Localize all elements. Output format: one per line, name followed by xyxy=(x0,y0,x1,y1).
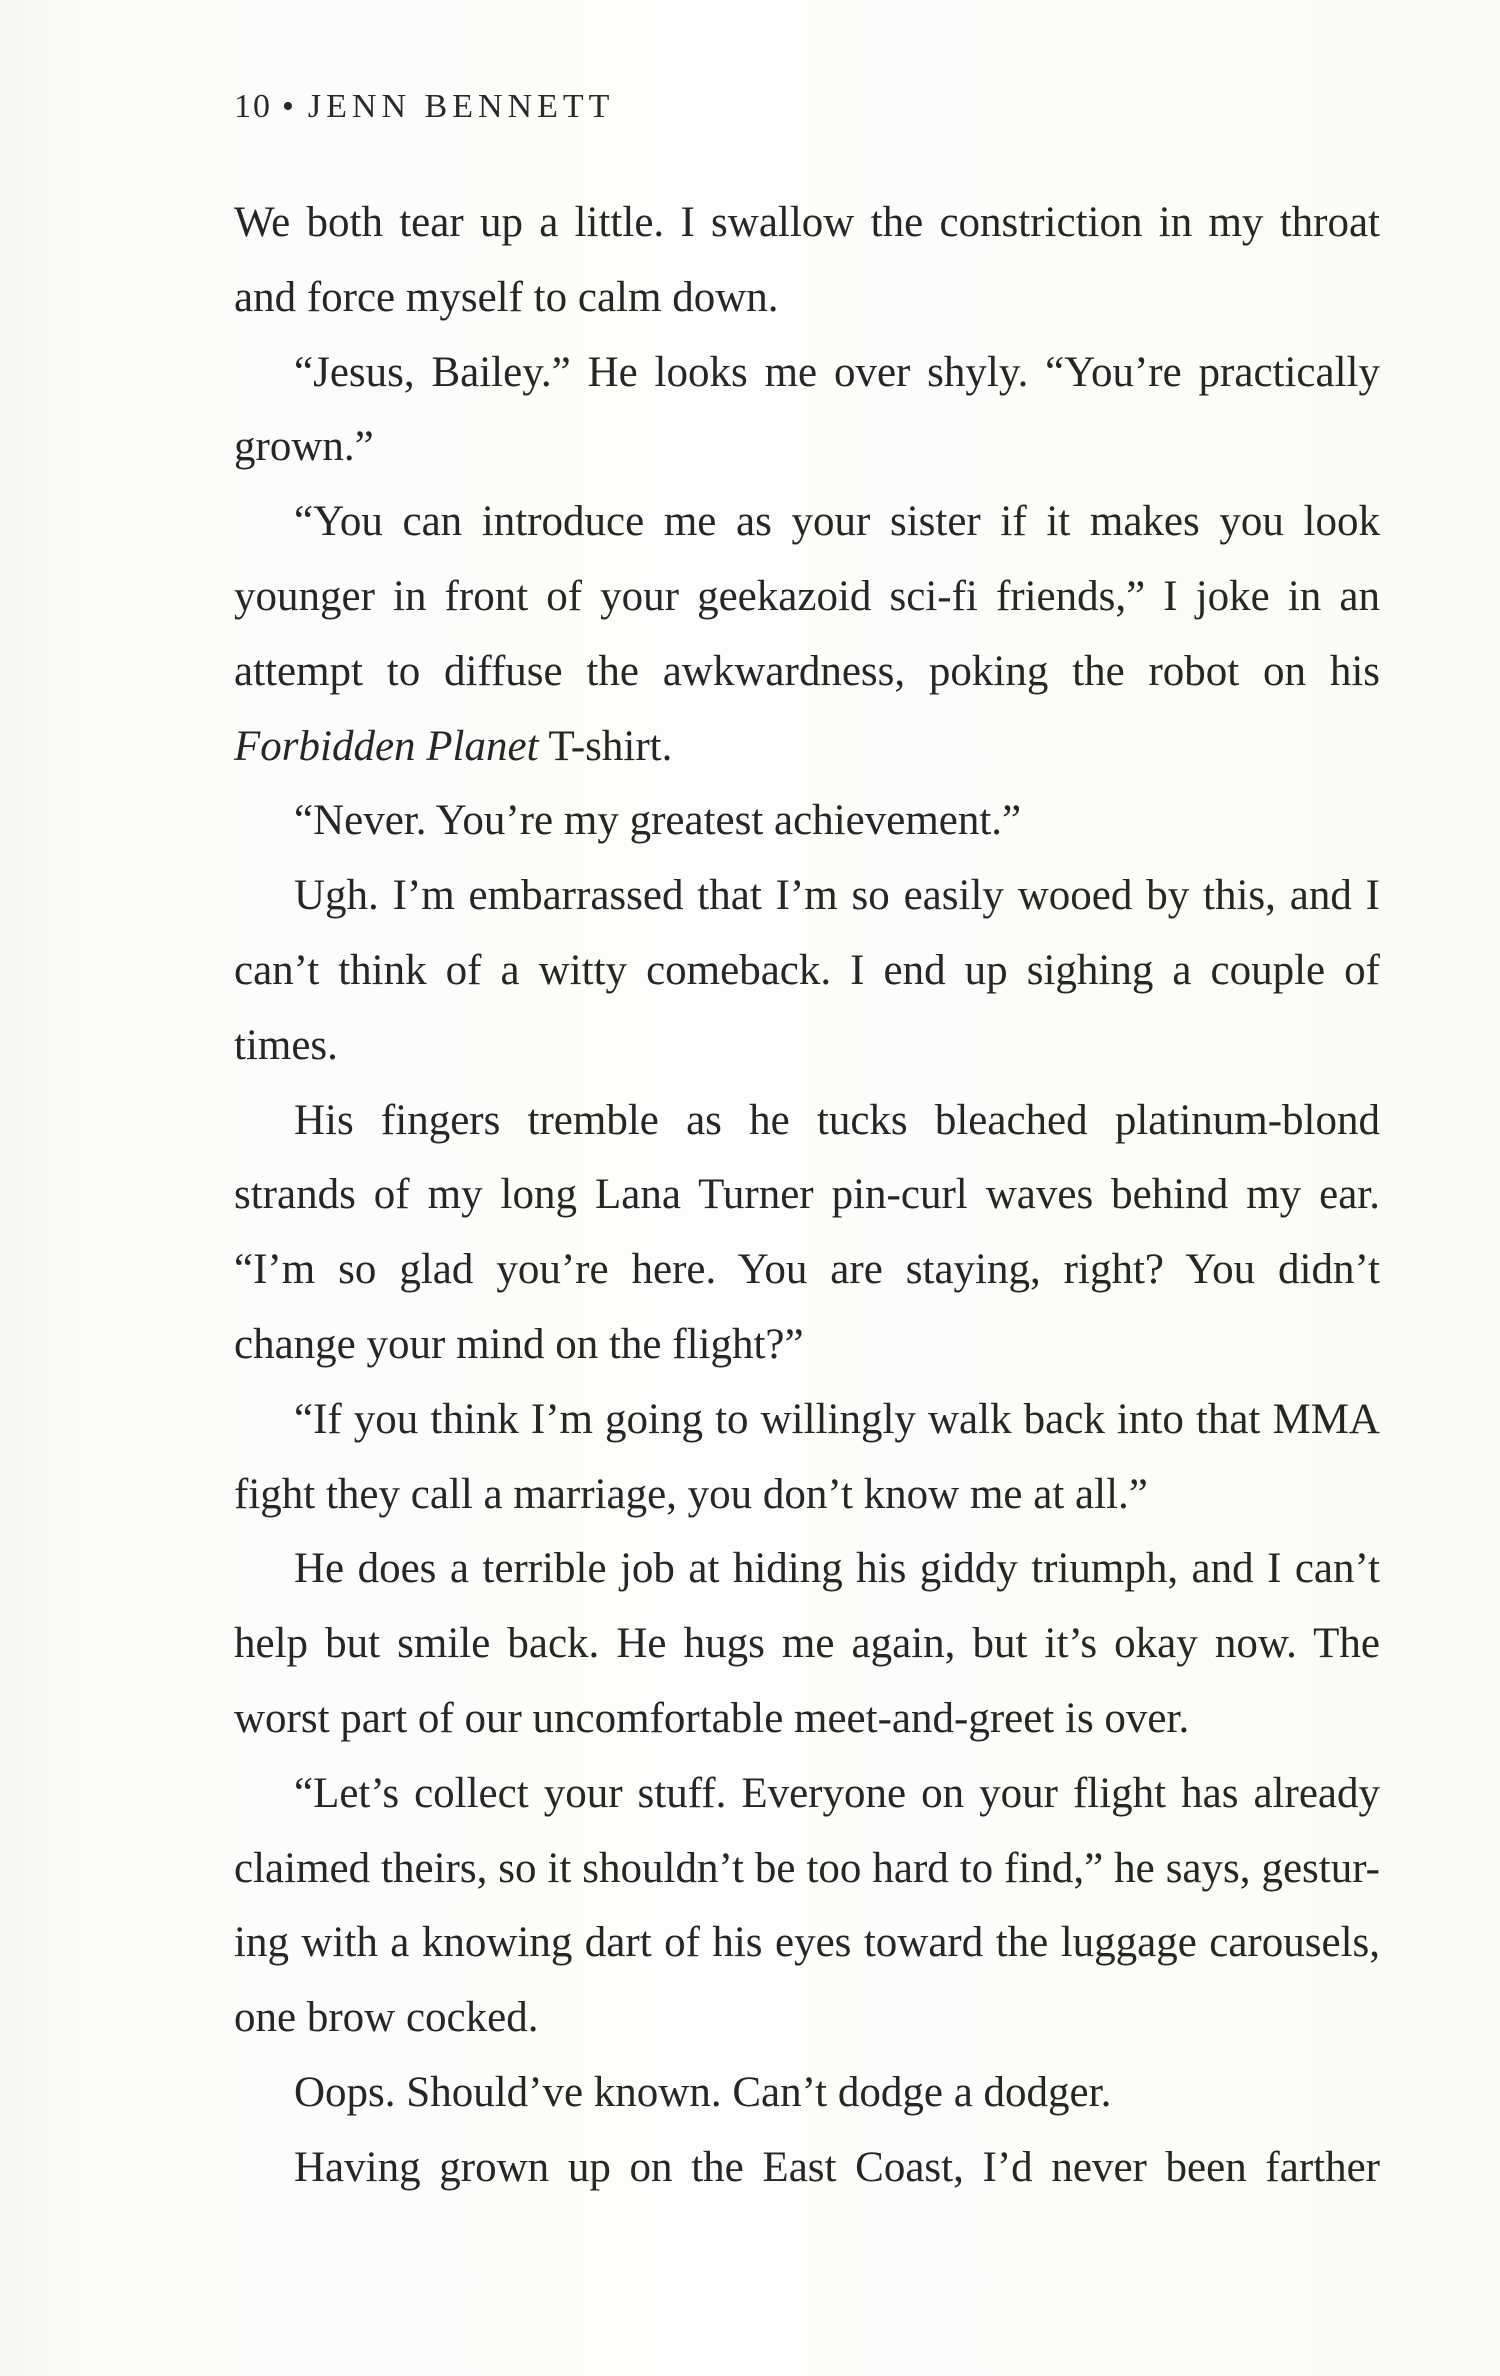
paragraph: His fingers tremble as he tucks bleached platinum-blond strands of my long Lana Turner pin-curl waves behind my ear. “I’m so glad you’re here. You are staying, right? You didn’t change your mind on the flight?” xyxy=(234,1096,1380,1368)
paragraph xyxy=(234,485,1380,784)
paragraph: “Jesus, Bailey.” He looks me over shyly. “You’re practically grown.” xyxy=(234,348,1380,471)
paragraph: “If you think I’m going to willingly walk back into that MMA fight they call a marriage, you don’t know me at all.” xyxy=(234,1395,1380,1518)
paragraph-text: T-shirt. xyxy=(538,722,673,770)
author-name: JENN BENNETT xyxy=(307,88,615,125)
paragraph: “Never. You’re my greatest achievement.” xyxy=(294,797,1022,845)
paragraph: Having grown up on the East Coast, I’d never been farther xyxy=(294,2143,1380,2191)
separator-bullet: • xyxy=(282,88,294,125)
paragraph: Oops. Should’ve known. Can’t dodge a dodger. xyxy=(294,2068,1112,2116)
paragraph: He does a terrible job at hiding his giddy triumph, and I can’t help but smile back. He hugs me again, but it’s okay now. The worst part of our uncomfortable meet-and-greet is over. xyxy=(234,1545,1380,1742)
body-text xyxy=(234,186,1380,2206)
running-head xyxy=(234,88,614,126)
page-number: 10 xyxy=(234,88,272,125)
paragraph: Ugh. I’m embarrassed that I’m so easily wooed by this, and I can’t think of a witty comeback. I end up sighing a couple of times. xyxy=(234,872,1380,1069)
italic-title: Forbidden Planet xyxy=(234,722,539,770)
paragraph-text: “You can introduce me as your sister if it makes you look younger in front of your geekazoid sci-fi friends,” I joke in an attempt to diffuse the awkwardness, poking the robot on his xyxy=(234,498,1380,695)
paragraph: We both tear up a little. I swallow the constriction in my throat and force myself to calm down. xyxy=(234,199,1380,321)
paragraph: “Let’s collect your stuff. Everyone on your flight has already claimed theirs, so it shouldn’t be too hard to find,” he says, gestur-ing with a knowing dart of his eyes toward the luggage carousels, one brow cocked. xyxy=(234,1769,1380,2042)
